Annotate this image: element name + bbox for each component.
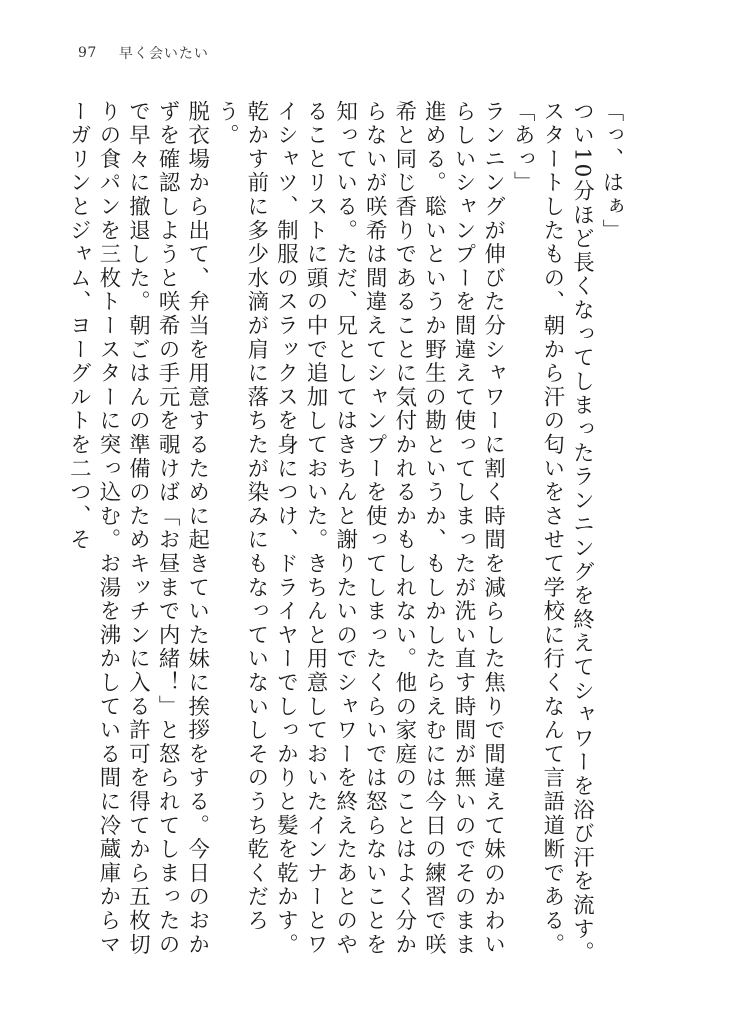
paragraph: つい10分ほど長くなってしまったランニングを終えてシャワーを浴び汗を流す。スタートしたもの、朝から汗の匂いをさせて学校に行くなんて言語道断である。 (539, 100, 595, 966)
chapter-title: 早く会いたい (118, 46, 209, 62)
page-number: 97 (78, 45, 97, 61)
page-header (78, 42, 209, 64)
paragraph: ランニングが伸びた分シャワーに割く時間を減らした焦りで間違えて妹のかわいらしいシャンプーを間違えて使ってしまったが洗い直す時間が無いのでそのまま進める。聡いというか野生の勘というか、もしかしたらえむには今日の練習で咲希と同じ香りであることに気付かれるかもしれない。他の家庭のことはよく分からないが咲希は間違えてシャンプーを使ってしまったくらいでは怒らないことを知っている。ただ、兄としてはきちんと謝りたいのでシャワーを終えたあとのやることリストに頭の中で追加しておいた。きちんと用意しておいたインナーとワイシャツ、制服のスラックスを身につけ、ドライヤーでしっかりと髪を乾かす。乾かす前に多少水滴が肩に落ちたが染みにもなっていないしそのうち乾くだろう。 (214, 100, 506, 957)
paragraph: 脱衣場から出て、弁当を用意するために起きていた妹に挨拶をする。今日のおかずを確認しようと咲希の手元を覗けば「お昼まで内緒！」と怒られてしまったので早々に撤退した。朝ごはんの準備のためキッチンに入る許可を得てから五枚切りの食パンを三枚トースターに突っ込む。お湯を沸かしている間に冷蔵庫からマーガリンとジャム、ヨーグルトを二つ、そ (66, 100, 210, 957)
dialogue-line: 「あっ」 (510, 100, 536, 196)
dialogue-line: 「っ、はぁ」 (599, 100, 624, 243)
novel-body-text (66, 100, 626, 970)
